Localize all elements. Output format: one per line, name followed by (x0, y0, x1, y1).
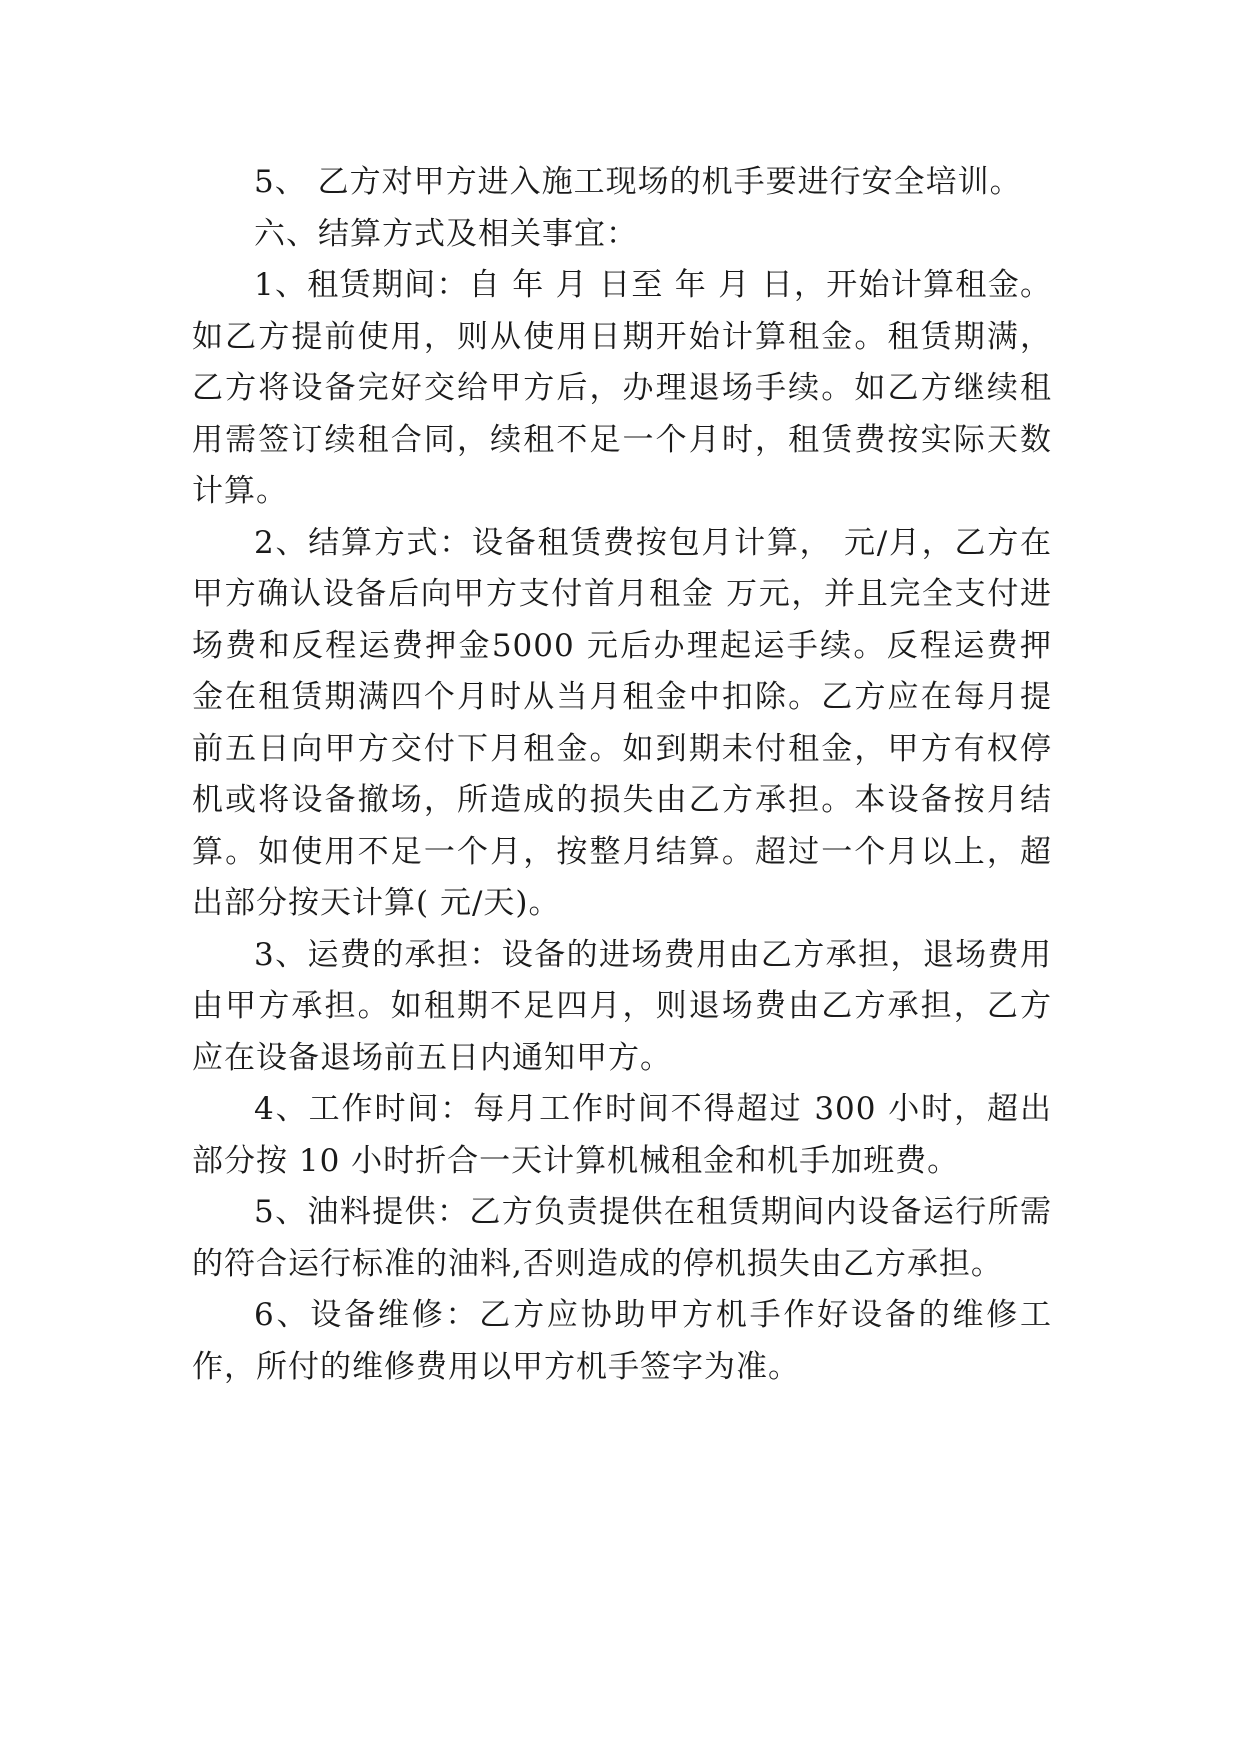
paragraph-lease-period: 1、租赁期间：自 年 月 日至 年 月 日，开始计算租金。如乙方提前使用，则从使用日期开始计算租金。租赁期满，乙方将设备完好交给甲方后，办理退场手续。如乙方继续租用需签订续租合同，续租不足一个月时，租赁费按实际天数计算。 (192, 267, 1052, 509)
section-heading-settlement: 六、结算方式及相关事宜： (254, 215, 638, 252)
document-body (192, 157, 1052, 1393)
paragraph-safety-training: 5、 乙方对甲方进入施工现场的机手要进行安全培训。 (254, 164, 1022, 200)
paragraph-working-hours: 4、工作时间：每月工作时间不得超过 300 小时，超出部分按 10 小时折合一天计算机械租金和机手加班费。 (192, 1091, 1052, 1179)
paragraph-equipment-maintenance: 6、设备维修：乙方应协助甲方机手作好设备的维修工作，所付的维修费用以甲方机手签字为准。 (192, 1297, 1052, 1385)
paragraph-freight: 3、运费的承担：设备的进场费用由乙方承担，退场费用由甲方承担。如租期不足四月，则退场费由乙方承担，乙方应在设备退场前五日内通知甲方。 (192, 936, 1052, 1076)
paragraph-settlement-method: 2、结算方式：设备租赁费按包月计算， 元/月，乙方在甲方确认设备后向甲方支付首月租金 万元，并且完全支付进场费和反程运费押金5000 元后办理起运手续。反程运费押金在租赁期满四个月时从当月租金中扣除。乙方应在每月提前五日向甲方交付下月租金。如到期未付租金，甲方有权停机或将设备撤场，所造成的损失由乙方承担。本设备按月结算。如使用不足一个月，按整月结算。超过一个月以上，超出部分按天计算( 元/天)。 (192, 524, 1052, 921)
paragraph-fuel-supply: 5、油料提供：乙方负责提供在租赁期间内设备运行所需的符合运行标准的油料,否则造成的停机损失由乙方承担。 (192, 1194, 1052, 1282)
